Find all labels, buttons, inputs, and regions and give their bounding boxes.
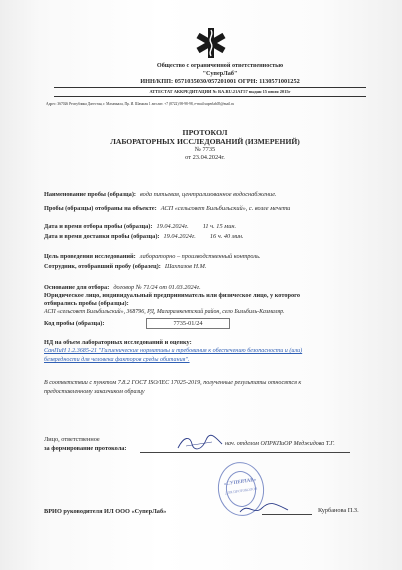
- protocol-subtitle: ЛАБОРАТОРНЫХ ИССЛЕДОВАНИЙ (ИЗМЕРЕНИЙ): [110, 137, 300, 146]
- client-label-cont: отбирались пробы (образцы):: [44, 300, 129, 307]
- org-address: Адрес: 367026 Республика Дагестан, г. Махачкала, Пр. И. Шамиля 1 лит.лит. +7 (8722) 98-98-98, e-mail:superlab05@mail.ru: [46, 102, 234, 106]
- purpose-value: лабораторно – производственный контроль.: [139, 253, 261, 260]
- protocol-title: ПРОТОКОЛ: [182, 128, 228, 137]
- nd-value: СанПиН 1.2.3685-21 "Гигиенические нормативы и требования к обеспечению безопасности и (или): [44, 348, 303, 354]
- delivery-time: 16 ч. 40 мин.: [209, 233, 244, 240]
- star-of-life-logo-icon: [195, 26, 227, 60]
- client-value: АСП «сельсовет Бильбильский», 368796, РД, Магарамкентский район, село Бильбиль-Казмаляр.: [44, 309, 285, 315]
- note-text: В соответствии с пунктом 7.8.2 ГОСТ ISO/IEC 17025-2019, полученные результаты относятся к: [44, 380, 302, 386]
- delivery-datetime-label: Дата и время доставки пробы (образца):: [44, 233, 160, 240]
- basis-value: договор № 71/24 от 01.03.2024г.: [113, 284, 201, 291]
- sample-name-label: Наименование пробы (образца):: [44, 191, 137, 198]
- accreditation: АТТЕСТАТ АККРЕДИТАЦИИ № RA.RU.21АГ57 выдан 15 июля 2015г: [149, 89, 291, 94]
- sampling-date: 19.04.2024г.: [156, 223, 189, 230]
- delivery-date: 19.04.2024г.: [163, 233, 196, 240]
- nd-label: НД на объем лабораторных исследований и оценку:: [44, 339, 192, 346]
- stamp-top-text: «СУПЕРЛАБ»: [223, 477, 257, 488]
- sampling-datetime-label: Дата и время отбора пробы (образца):: [44, 223, 153, 230]
- handwritten-signature-icon: [176, 432, 224, 454]
- head-label: ВРИО руководителя ИЛ ООО «СуперЛаб»: [44, 508, 167, 515]
- code-label: Код пробы (образца):: [44, 320, 105, 327]
- responsible-label: Лицо, ответственное: [44, 436, 100, 443]
- head-name: Курбанова П.З.: [318, 507, 359, 514]
- sampled-at-value: АСП «сельсовет Бильбильский», с. возле мечети: [160, 205, 291, 212]
- header-rule: [54, 87, 366, 88]
- signature-line: [262, 514, 312, 515]
- sampled-at-label: Пробы (образцы) отобраны на объекте:: [44, 205, 157, 212]
- org-line: Общество с ограниченной ответственностью: [156, 62, 284, 69]
- handwritten-signature-icon: [238, 500, 290, 518]
- employee-value: Шахпазов Н.М.: [164, 263, 207, 270]
- employee-row: [44, 255, 206, 273]
- protocol-number: № 7735: [194, 146, 216, 153]
- delivery-datetime-row: [44, 225, 244, 243]
- stamp-bottom-text: ДЛЯ ПРОТОКОЛОВ: [224, 486, 258, 496]
- note-text-cont: предоставленному заказчиком образцу: [44, 389, 145, 395]
- header-rule: [54, 96, 366, 97]
- code-value-box: 7735-01/24: [146, 318, 230, 329]
- protocol-date: от 23.04.2024г.: [185, 154, 225, 161]
- client-label: Юридическое лицо, индивидуальный предприниматель или физическое лицо, у которого: [44, 292, 301, 299]
- responsible-label-cont: за формирование протокола:: [44, 445, 127, 452]
- sample-name-value: вода питьевая, централизованное водоснабжение.: [140, 191, 277, 198]
- employee-label: Сотрудник, отобравший пробу (образец):: [44, 263, 161, 270]
- signature-line: [140, 452, 350, 453]
- sampling-time: 11 ч. 15 мин.: [202, 223, 237, 230]
- nd-value-cont: безвредности для человека факторов среды обитания".: [44, 357, 190, 363]
- org-ids: ИНН/КПП: 0571035030/057201001 ОГРН: 1130571001252: [140, 78, 300, 85]
- responsible-name: нач. отделом ОПРКПиОР Меджидова Т.Г.: [225, 441, 335, 447]
- basis-label: Основание для отбора:: [44, 284, 110, 291]
- org-name: "СуперЛаб": [202, 70, 238, 77]
- sampled-at-row: [44, 197, 290, 215]
- purpose-label: Цель проведения исследований:: [44, 253, 136, 260]
